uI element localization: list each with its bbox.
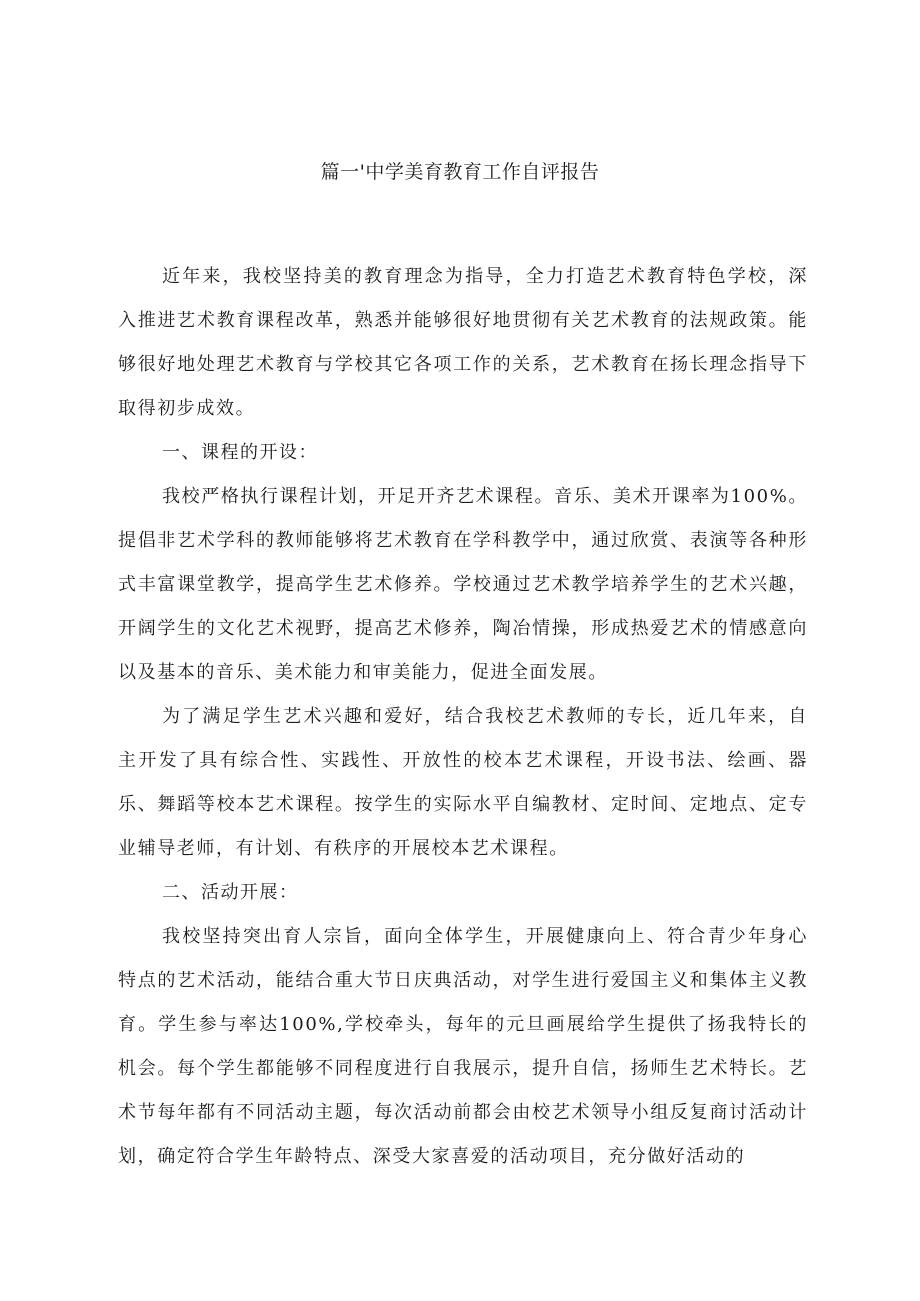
section-heading-activities: 二、活动开展： <box>162 882 299 903</box>
paragraph-courses-2: 为了满足学生艺术兴趣和爱好，结合我校艺术教师的专长，近几年来，自主开发了具有综合性、实践性、开放性的校本艺术课程，开设书法、绘画、器乐、舞蹈等校本艺术课程。按学生的实际水平自编教材、定时间、定地点、定专业辅导老师，有计划、有秩序的开展校本艺术课程。 <box>118 706 808 859</box>
document-body <box>118 255 808 1179</box>
paragraph-activities: 我校坚持突出育人宗旨，面向全体学生，开展健康向上、符合青少年身心特点的艺术活动，能结合重大节日庆典活动，对学生进行爱国主义和集体主义教育。学生参与率达100%,学校牵头，每年的元旦画展给学生提供了扬我特长的机会。每个学生都能够不同程度进行自我展示，提升自信，扬师生艺术特长。艺术节每年都有不同活动主题，每次活动前都会由校艺术领导小组反复商讨活动计划，确定符合学生年龄特点、深受大家喜爱的活动项目，充分做好活动的 <box>118 926 808 1167</box>
paragraph-courses-1: 我校严格执行课程计划，开足开齐艺术课程。音乐、美术开课率为100%。提倡非艺术学科的教师能够将艺术教育在学科教学中，通过欣赏、表演等各种形式丰富课堂教学，提高学生艺术修养。学校通过艺术教学培养学生的艺术兴趣，开阔学生的文化艺术视野，提高艺术修养，陶冶情操，形成热爱艺术的情感意向以及基本的音乐、美术能力和审美能力，促进全面发展。 <box>118 486 808 683</box>
paragraph-intro: 近年来，我校坚持美的教育理念为指导，全力打造艺术教育特色学校，深入推进艺术教育课程改革，熟悉并能够很好地贯彻有关艺术教育的法规政策。能够很好地处理艺术教育与学校其它各项工作的关系，艺术教育在扬长理念指导下取得初步成效。 <box>118 266 808 419</box>
section-heading-courses: 一、课程的开设： <box>162 442 318 463</box>
document-title: 篇一'中学美育教育工作自评报告 <box>320 161 600 183</box>
